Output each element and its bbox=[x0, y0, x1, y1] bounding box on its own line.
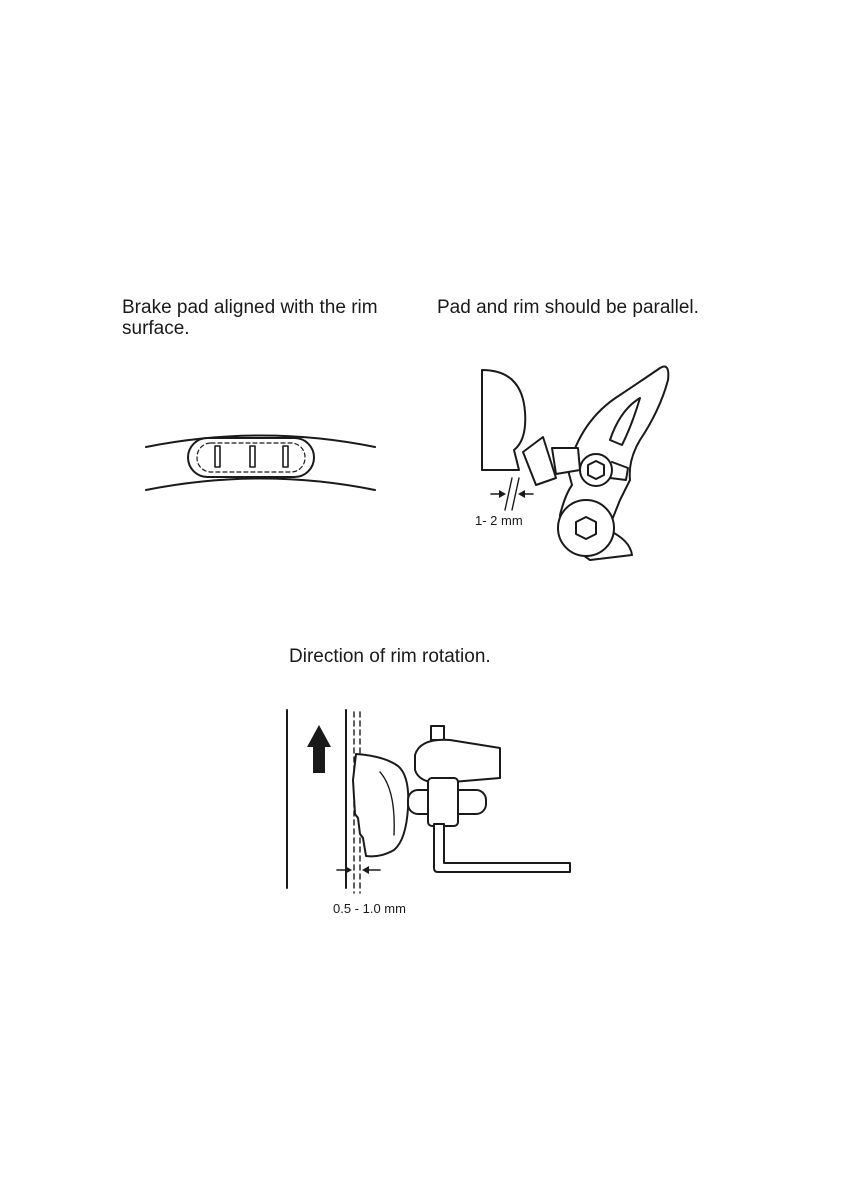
gap-line-rim bbox=[505, 478, 512, 510]
rim-lower-edge bbox=[146, 479, 375, 491]
rim-profile bbox=[482, 370, 525, 470]
rotation-caption: Direction of rim rotation. bbox=[289, 646, 491, 667]
brake-shoe bbox=[523, 437, 556, 485]
gap-arrow-icon bbox=[491, 490, 533, 498]
brake-arm bbox=[415, 740, 500, 783]
gap-arrow-icon-bottom bbox=[337, 866, 380, 874]
rim-pad-alignment-figure bbox=[146, 436, 375, 491]
pad-fixing-nut bbox=[580, 454, 612, 486]
clamp-body bbox=[428, 778, 458, 826]
parallel-caption: Pad and rim should be parallel. bbox=[437, 297, 699, 318]
toe-in-dimension: 0.5 - 1.0 mm bbox=[333, 901, 406, 916]
pad-gap-dimension: 1- 2 mm bbox=[475, 513, 523, 528]
allen-key-icon bbox=[434, 824, 570, 872]
shoe-post bbox=[552, 448, 580, 474]
up-arrow-icon bbox=[307, 725, 331, 773]
gap-line-pad bbox=[512, 478, 519, 510]
pivot-boss bbox=[558, 500, 614, 556]
alignment-caption: Brake pad aligned with the rim surface. bbox=[122, 297, 378, 339]
rim-rotation-figure bbox=[287, 710, 570, 893]
toe-in-brake-pad bbox=[353, 754, 408, 856]
clamp-bolt-head bbox=[431, 726, 444, 740]
pad-rim-parallel-figure bbox=[482, 367, 668, 561]
